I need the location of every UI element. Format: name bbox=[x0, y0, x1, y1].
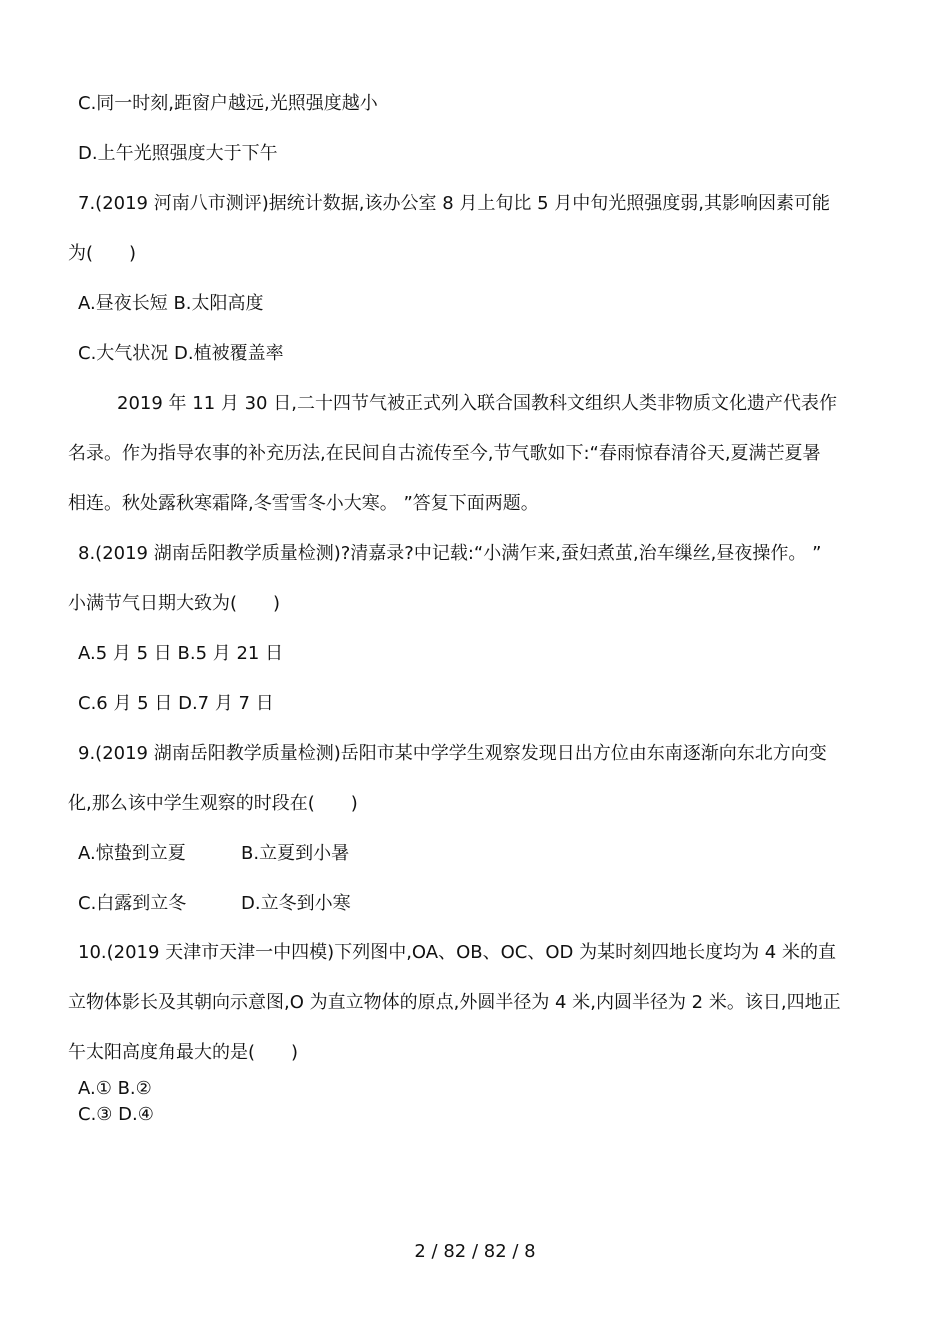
q9-stem-line1: 9.(2019 湖南岳阳教学质量检测)岳阳市某中学学生观察发现日出方位由东南逐渐向东北方向变 bbox=[78, 743, 827, 764]
q7-stem-line2: 为( ) bbox=[68, 243, 137, 264]
q10-stem-line3: 午太阳高度角最大的是( ) bbox=[68, 1042, 299, 1063]
q10-options-cd: C.③ D.④ bbox=[78, 1104, 154, 1125]
q6-option-c: C.同一时刻,距窗户越远,光照强度越小 bbox=[78, 93, 378, 114]
q9-option-c: C.白露到立冬 bbox=[78, 893, 187, 914]
passage-line2: 名录。作为指导农事的补充历法,在民间自古流传至今,节气歌如下:“春雨惊春清谷天,夏满芒夏暑 bbox=[68, 443, 821, 464]
passage-line1: 2019 年 11 月 30 日,二十四节气被正式列入联合国教科文组织人类非物质文化遗产代表作 bbox=[117, 393, 837, 414]
q7-stem-line1: 7.(2019 河南八市测评)据统计数据,该办公室 8 月上旬比 5 月中旬光照强度弱,其影响因素可能 bbox=[78, 193, 830, 214]
q9-option-a: A.惊蛰到立夏 bbox=[78, 843, 186, 864]
q7-options-cd: C.大气状况 D.植被覆盖率 bbox=[78, 343, 284, 364]
q9-stem-line2: 化,那么该中学生观察的时段在( ) bbox=[68, 793, 358, 814]
q8-options-cd: C.6 月 5 日 D.7 月 7 日 bbox=[78, 693, 274, 714]
q7-options-ab: A.昼夜长短 B.太阳高度 bbox=[78, 293, 264, 314]
page-number: 2 / 82 / 82 / 8 bbox=[414, 1241, 536, 1262]
q10-stem-line1: 10.(2019 天津市天津一中四模)下列图中,OA、OB、OC、OD 为某时刻四地长度均为 4 米的直 bbox=[78, 942, 836, 963]
q8-stem-line2: 小满节气日期大致为( ) bbox=[68, 593, 281, 614]
passage-line3: 相连。秋处露秋寒霜降,冬雪雪冬小大寒。 ”答复下面两题。 bbox=[68, 493, 539, 514]
q8-options-ab: A.5 月 5 日 B.5 月 21 日 bbox=[78, 643, 284, 664]
q8-stem-line1: 8.(2019 湖南岳阳教学质量检测)?清嘉录?中记载:“小满乍来,蚕妇煮茧,治车缫丝,昼夜操作。 ” bbox=[78, 543, 822, 564]
q10-options-ab: A.① B.② bbox=[78, 1078, 152, 1099]
q9-option-b: B.立夏到小暑 bbox=[241, 843, 350, 864]
q6-option-d: D.上午光照强度大于下午 bbox=[78, 143, 278, 164]
q10-stem-line2: 立物体影长及其朝向示意图,O 为直立物体的原点,外圆半径为 4 米,内圆半径为 2 米。该日,四地正 bbox=[68, 992, 841, 1013]
q9-option-d: D.立冬到小寒 bbox=[241, 893, 351, 914]
